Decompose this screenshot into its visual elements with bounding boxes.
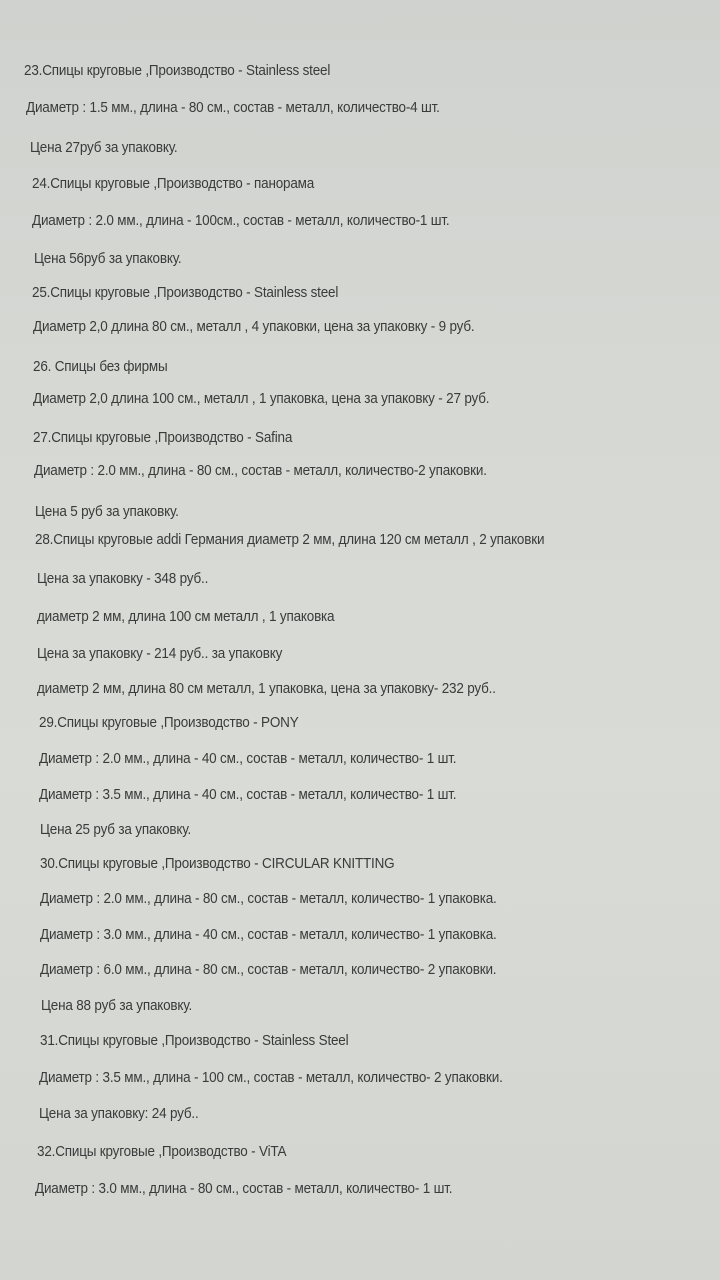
item-31-price: Цена за упаковку: 24 руб.. — [39, 1106, 199, 1122]
item-24-title: 24.Спицы круговые ,Производство - панорама — [32, 176, 315, 192]
item-27-title: 27.Спицы круговые ,Производство - Safina — [33, 430, 293, 446]
item-31-title: 31.Спицы круговые ,Производство - Stainless Steel — [40, 1033, 349, 1049]
item-26-title: 26. Спицы без фирмы — [33, 359, 168, 375]
item-29-price: Цена 25 руб за упаковку. — [40, 822, 192, 838]
item-29-spec-3-5mm: Диаметр : 3.5 мм., длина - 40 см., состав - металл, количество- 1 шт. — [39, 787, 457, 803]
item-29-title: 29.Спицы круговые ,Производство - PONY — [39, 715, 299, 731]
item-23-title: 23.Спицы круговые ,Производство - Stainless steel — [24, 63, 331, 79]
item-24-spec: Диаметр : 2.0 мм., длина - 100см., состав - металл, количество-1 шт. — [32, 213, 450, 229]
item-23-price: Цена 27руб за упаковку. — [30, 140, 178, 156]
item-30-spec-6mm: Диаметр : 6.0 мм., длина - 80 см., состав - металл, количество- 2 упаковки. — [40, 962, 497, 978]
item-32-title: 32.Спицы круговые ,Производство - ViTA — [37, 1144, 287, 1160]
item-32-spec: Диаметр : 3.0 мм., длина - 80 см., состав - металл, количество- 1 шт. — [35, 1181, 453, 1197]
item-25-spec: Диаметр 2,0 длина 80 см., металл , 4 упаковки, цена за упаковку - 9 руб. — [33, 319, 475, 335]
item-30-price: Цена 88 руб за упаковку. — [41, 998, 193, 1014]
item-30-title: 30.Спицы круговые ,Производство - CIRCULAR KNITTING — [40, 856, 395, 872]
item-28-title: 28.Спицы круговые addi Германия диаметр 2 мм, длина 120 см металл , 2 упаковки — [35, 532, 545, 548]
item-26-spec: Диаметр 2,0 длина 100 см., металл , 1 упаковка, цена за упаковку - 27 руб. — [33, 391, 490, 407]
item-31-spec: Диаметр : 3.5 мм., длина - 100 см., состав - металл, количество- 2 упаковки. — [39, 1070, 503, 1086]
item-30-spec-2mm: Диаметр : 2.0 мм., длина - 80 см., состав - металл, количество- 1 упаковка. — [40, 891, 497, 907]
item-27-spec: Диаметр : 2.0 мм., длина - 80 см., состав - металл, количество-2 упаковки. — [34, 463, 487, 479]
item-24-price: Цена 56руб за упаковку. — [34, 251, 182, 267]
item-23-spec: Диаметр : 1.5 мм., длина - 80 см., состав - металл, количество-4 шт. — [26, 100, 440, 116]
item-28-spec-80: диаметр 2 мм, длина 80 см металл, 1 упаковка, цена за упаковку- 232 руб.. — [37, 681, 496, 697]
item-27-price: Цена 5 руб за упаковку. — [35, 504, 179, 520]
item-28-spec-100: диаметр 2 мм, длина 100 см металл , 1 упаковка — [37, 609, 335, 625]
item-28-price-100: Цена за упаковку - 214 руб.. за упаковку — [37, 646, 283, 662]
item-30-spec-3mm: Диаметр : 3.0 мм., длина - 40 см., состав - металл, количество- 1 упаковка. — [40, 927, 497, 943]
item-28-price-120: Цена за упаковку - 348 руб.. — [37, 571, 209, 587]
item-25-title: 25.Спицы круговые ,Производство - Stainless steel — [32, 285, 339, 301]
item-29-spec-2mm: Диаметр : 2.0 мм., длина - 40 см., состав - металл, количество- 1 шт. — [39, 751, 457, 767]
